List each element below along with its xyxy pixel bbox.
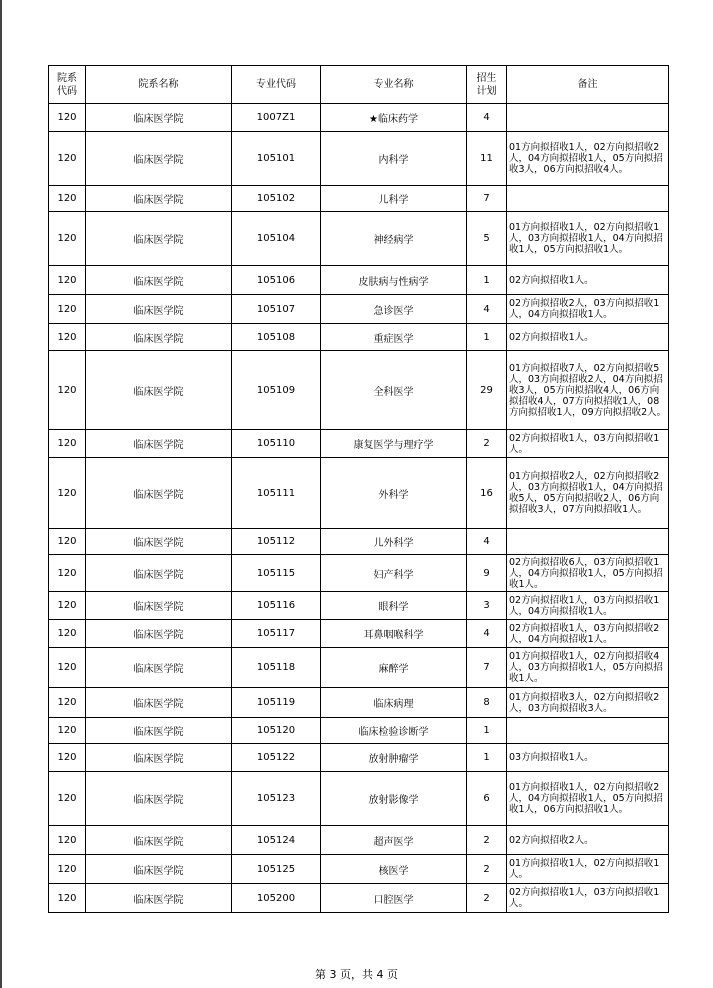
dept-name-cell: 临床医学院 <box>86 884 232 913</box>
note-cell <box>507 529 669 555</box>
major-name-cell: 麻醉学 <box>321 648 467 688</box>
major-code-cell: 1007Z1 <box>232 104 321 132</box>
table-row <box>49 592 669 620</box>
major-code-cell: 105124 <box>232 826 321 855</box>
dept-name-cell: 临床医学院 <box>86 430 232 458</box>
major-name-cell: 眼科学 <box>321 592 467 620</box>
dept-name-cell: 临床医学院 <box>86 826 232 855</box>
header-plan: 招生计划 <box>467 66 507 104</box>
dept-code-cell: 120 <box>49 458 86 529</box>
note-cell: 01方向拟招收1人，02方向拟招收2人，04方向拟招收1人，05方向拟招收1人，06方向拟招收1人。 <box>507 772 669 826</box>
table-row <box>49 555 669 592</box>
major-name-cell: 儿外科学 <box>321 529 467 555</box>
plan-cell: 11 <box>467 132 507 186</box>
dept-code-cell: 120 <box>49 430 86 458</box>
dept-name-cell: 临床医学院 <box>86 212 232 266</box>
table-row <box>49 458 669 529</box>
dept-code-cell: 120 <box>49 620 86 648</box>
dept-name-cell: 临床医学院 <box>86 458 232 529</box>
dept-code-cell: 120 <box>49 529 86 555</box>
note-cell: 01方向拟招收1人，02方向拟招收1人，03方向拟招收1人，04方向拟招收1人，05方向拟招收1人。 <box>507 212 669 266</box>
note-cell: 02方向拟招收1人，03方向拟招收1人。 <box>507 884 669 913</box>
header-dept-name: 院系名称 <box>86 66 232 104</box>
dept-code-cell: 120 <box>49 266 86 295</box>
plan-cell: 2 <box>467 855 507 884</box>
major-name-cell: 外科学 <box>321 458 467 529</box>
major-code-cell: 105122 <box>232 744 321 772</box>
dept-name-cell: 临床医学院 <box>86 132 232 186</box>
dept-code-cell: 120 <box>49 324 86 351</box>
plan-cell: 6 <box>467 772 507 826</box>
major-name-cell: 神经病学 <box>321 212 467 266</box>
major-code-cell: 105123 <box>232 772 321 826</box>
major-name-cell: 儿科学 <box>321 186 467 212</box>
major-name-cell: 临床检验诊断学 <box>321 718 467 744</box>
dept-name-cell: 临床医学院 <box>86 529 232 555</box>
dept-code-cell: 120 <box>49 132 86 186</box>
table-row <box>49 688 669 718</box>
dept-name-cell: 临床医学院 <box>86 104 232 132</box>
table-row <box>49 186 669 212</box>
dept-name-cell: 临床医学院 <box>86 295 232 324</box>
note-cell: 01方向拟招收1人，02方向拟招收4人，03方向拟招收1人，05方向拟招收1人。 <box>507 648 669 688</box>
dept-code-cell: 120 <box>49 648 86 688</box>
plan-cell: 1 <box>467 324 507 351</box>
dept-code-cell: 120 <box>49 688 86 718</box>
dept-name-cell: 临床医学院 <box>86 648 232 688</box>
major-code-cell: 105117 <box>232 620 321 648</box>
plan-cell: 2 <box>467 884 507 913</box>
header-major-name: 专业名称 <box>321 66 467 104</box>
plan-cell: 1 <box>467 266 507 295</box>
dept-code-cell: 120 <box>49 855 86 884</box>
major-name-cell: 内科学 <box>321 132 467 186</box>
note-cell: 02方向拟招收2人。 <box>507 826 669 855</box>
enrollment-plan-table <box>48 65 669 913</box>
plan-cell: 3 <box>467 592 507 620</box>
table-row <box>49 826 669 855</box>
major-code-cell: 105116 <box>232 592 321 620</box>
dept-name-cell: 临床医学院 <box>86 855 232 884</box>
dept-code-cell: 120 <box>49 718 86 744</box>
plan-cell: 4 <box>467 529 507 555</box>
table-row <box>49 718 669 744</box>
major-name-cell: 康复医学与理疗学 <box>321 430 467 458</box>
table-row <box>49 529 669 555</box>
major-name-cell: 临床病理 <box>321 688 467 718</box>
major-name-cell: 口腔医学 <box>321 884 467 913</box>
note-cell: 01方向拟招收1人，02方向拟招收2人，04方向拟招收1人，05方向拟招收3人，06方向拟招收4人。 <box>507 132 669 186</box>
table-row <box>49 884 669 913</box>
dept-code-cell: 120 <box>49 884 86 913</box>
major-code-cell: 105115 <box>232 555 321 592</box>
major-code-cell: 105110 <box>232 430 321 458</box>
table-row <box>49 266 669 295</box>
dept-name-cell: 临床医学院 <box>86 266 232 295</box>
table-row <box>49 855 669 884</box>
table-row <box>49 295 669 324</box>
dept-code-cell: 120 <box>49 772 86 826</box>
dept-name-cell: 临床医学院 <box>86 592 232 620</box>
major-code-cell: 105111 <box>232 458 321 529</box>
plan-cell: 4 <box>467 104 507 132</box>
dept-name-cell: 临床医学院 <box>86 620 232 648</box>
note-cell: 01方向拟招收7人，02方向拟招收5人，03方向拟招收2人，04方向拟招收3人，05方向拟招收4人，06方向拟招收4人，07方向拟招收1人，08方向拟招收1人，09方向拟招收2人。 <box>507 351 669 430</box>
major-code-cell: 105112 <box>232 529 321 555</box>
major-name-cell: 超声医学 <box>321 826 467 855</box>
header-major-code: 专业代码 <box>232 66 321 104</box>
major-code-cell: 105101 <box>232 132 321 186</box>
plan-cell: 8 <box>467 688 507 718</box>
dept-name-cell: 临床医学院 <box>86 351 232 430</box>
note-cell: 01方向拟招收1人，02方向拟招收1人。 <box>507 855 669 884</box>
major-name-cell: ★临床药学 <box>321 104 467 132</box>
note-cell: 02方向拟招收1人，03方向拟招收1人。 <box>507 430 669 458</box>
note-cell: 02方向拟招收6人，03方向拟招收1人，04方向拟招收1人，05方向拟招收1人。 <box>507 555 669 592</box>
dept-code-cell: 120 <box>49 592 86 620</box>
table-row <box>49 430 669 458</box>
header-dept-code: 院系代码 <box>49 66 86 104</box>
dept-code-cell: 120 <box>49 555 86 592</box>
dept-code-cell: 120 <box>49 212 86 266</box>
plan-cell: 9 <box>467 555 507 592</box>
note-cell: 03方向拟招收1人。 <box>507 744 669 772</box>
dept-name-cell: 临床医学院 <box>86 324 232 351</box>
page-footer: 第 3 页，共 4 页 <box>315 968 398 981</box>
dept-code-cell: 120 <box>49 351 86 430</box>
dept-name-cell: 临床医学院 <box>86 772 232 826</box>
table-row <box>49 104 669 132</box>
table-header-row <box>49 66 669 104</box>
note-cell: 02方向拟招收1人。 <box>507 324 669 351</box>
plan-cell: 16 <box>467 458 507 529</box>
major-code-cell: 105102 <box>232 186 321 212</box>
major-name-cell: 急诊医学 <box>321 295 467 324</box>
note-cell <box>507 104 669 132</box>
dept-name-cell: 临床医学院 <box>86 718 232 744</box>
dept-name-cell: 临床医学院 <box>86 744 232 772</box>
major-code-cell: 105109 <box>232 351 321 430</box>
header-note: 备注 <box>507 66 669 104</box>
table-row <box>49 648 669 688</box>
plan-cell: 29 <box>467 351 507 430</box>
major-name-cell: 耳鼻咽喉科学 <box>321 620 467 648</box>
dept-code-cell: 120 <box>49 186 86 212</box>
plan-cell: 4 <box>467 295 507 324</box>
note-cell: 01方向拟招收2人，02方向拟招收2人，03方向拟招收1人，04方向拟招收5人，05方向拟招收2人，06方向拟招收3人，07方向拟招收1人。 <box>507 458 669 529</box>
dept-code-cell: 120 <box>49 826 86 855</box>
major-code-cell: 105125 <box>232 855 321 884</box>
dept-name-cell: 临床医学院 <box>86 688 232 718</box>
major-name-cell: 重症医学 <box>321 324 467 351</box>
table-row <box>49 132 669 186</box>
major-code-cell: 105108 <box>232 324 321 351</box>
dept-name-cell: 临床医学院 <box>86 186 232 212</box>
plan-cell: 5 <box>467 212 507 266</box>
dept-code-cell: 120 <box>49 744 86 772</box>
major-name-cell: 核医学 <box>321 855 467 884</box>
major-code-cell: 105104 <box>232 212 321 266</box>
plan-cell: 4 <box>467 620 507 648</box>
plan-cell: 7 <box>467 186 507 212</box>
dept-code-cell: 120 <box>49 104 86 132</box>
major-code-cell: 105120 <box>232 718 321 744</box>
major-code-cell: 105106 <box>232 266 321 295</box>
table-row <box>49 212 669 266</box>
plan-cell: 1 <box>467 744 507 772</box>
plan-cell: 1 <box>467 718 507 744</box>
major-name-cell: 皮肤病与性病学 <box>321 266 467 295</box>
note-cell: 02方向拟招收1人，03方向拟招收2人，04方向拟招收1人。 <box>507 620 669 648</box>
table-row <box>49 744 669 772</box>
table-row <box>49 324 669 351</box>
major-name-cell: 放射影像学 <box>321 772 467 826</box>
note-cell <box>507 718 669 744</box>
note-cell: 01方向拟招收3人，02方向拟招收2人，03方向拟招收3人。 <box>507 688 669 718</box>
major-code-cell: 105118 <box>232 648 321 688</box>
table-row <box>49 772 669 826</box>
major-code-cell: 105200 <box>232 884 321 913</box>
plan-cell: 7 <box>467 648 507 688</box>
dept-name-cell: 临床医学院 <box>86 555 232 592</box>
note-cell: 02方向拟招收1人，03方向拟招收1人，04方向拟招收1人。 <box>507 592 669 620</box>
table-row <box>49 620 669 648</box>
major-name-cell: 妇产科学 <box>321 555 467 592</box>
major-code-cell: 105107 <box>232 295 321 324</box>
major-code-cell: 105119 <box>232 688 321 718</box>
dept-code-cell: 120 <box>49 295 86 324</box>
table-row <box>49 351 669 430</box>
major-name-cell: 全科医学 <box>321 351 467 430</box>
note-cell <box>507 186 669 212</box>
plan-cell: 2 <box>467 430 507 458</box>
note-cell: 02方向拟招收1人。 <box>507 266 669 295</box>
page-left-border <box>0 0 2 988</box>
major-name-cell: 放射肿瘤学 <box>321 744 467 772</box>
note-cell: 02方向拟招收2人，03方向拟招收1人，04方向拟招收1人。 <box>507 295 669 324</box>
plan-cell: 2 <box>467 826 507 855</box>
